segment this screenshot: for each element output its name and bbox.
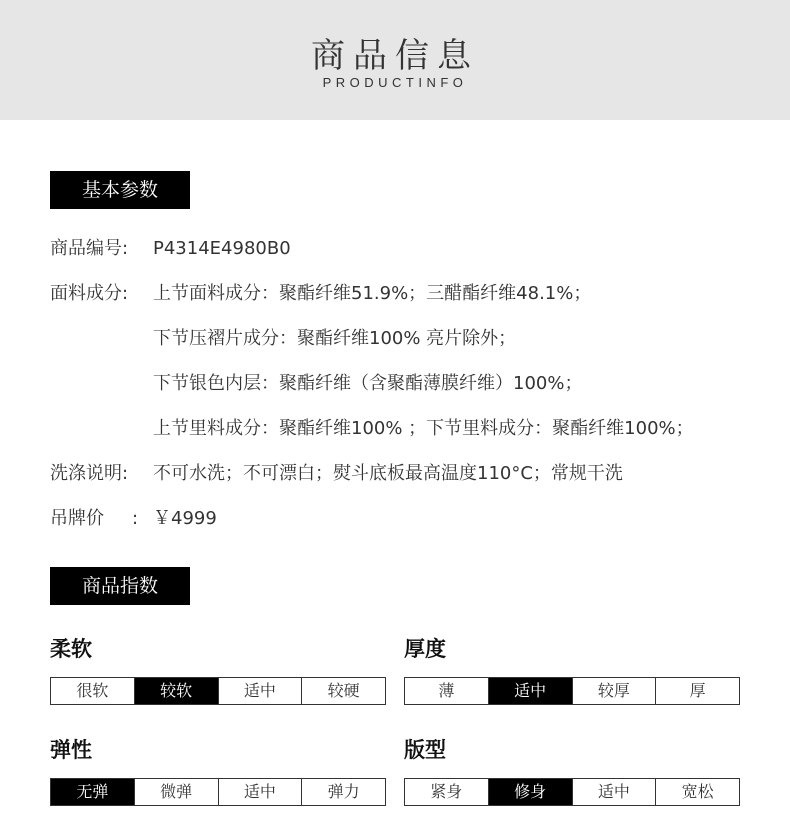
product-index-tag: 商品指数 — [50, 567, 190, 605]
thickness-label: 厚度 — [404, 637, 446, 661]
product-info-header — [0, 0, 790, 120]
softness-option-3: 适中 — [219, 678, 303, 704]
basic-params-tag: 基本参数 — [50, 171, 190, 209]
product-code-label: 商品编号: — [50, 238, 129, 259]
fit-scale — [404, 778, 740, 806]
fabric-line-2: 下节压褶片成分：聚酯纤维100% 亮片除外； — [153, 328, 517, 349]
fabric-row — [50, 282, 591, 306]
elasticity-label: 弹性 — [50, 738, 92, 762]
elasticity-option-1: 无弹 — [51, 779, 135, 805]
price-value: ￥4999 — [153, 508, 217, 529]
fabric-line-1: 上节面料成分：聚酯纤维51.9%；三醋酯纤维48.1%； — [153, 283, 592, 304]
elasticity-option-2: 微弹 — [135, 779, 219, 805]
price-row — [50, 507, 217, 531]
fit-option-4: 宽松 — [681, 782, 714, 801]
page-title: 商品信息 — [311, 36, 479, 76]
fit-option-2: 修身 — [489, 779, 573, 805]
softness-option-1: 很软 — [51, 678, 135, 704]
softness-scale — [50, 677, 386, 705]
softness-option-4: 较硬 — [327, 681, 360, 700]
thickness-option-4: 厚 — [689, 681, 706, 700]
price-label: 吊牌价 — [50, 508, 104, 529]
fit-label: 版型 — [404, 738, 446, 762]
elasticity-option-3: 适中 — [219, 779, 303, 805]
product-code-value: P4314E4980B0 — [153, 238, 291, 259]
price-colon: : — [132, 508, 139, 529]
thickness-option-1: 薄 — [405, 678, 489, 704]
fabric-label: 面料成分: — [50, 283, 129, 304]
wash-row — [50, 462, 623, 486]
wash-label: 洗涤说明: — [50, 463, 129, 484]
elasticity-option-4: 弹力 — [327, 782, 360, 801]
thickness-option-3: 较厚 — [573, 678, 657, 704]
fabric-line-3: 下节银色内层：聚酯纤维（含聚酯薄膜纤维）100%； — [153, 373, 583, 394]
softness-label: 柔软 — [50, 637, 92, 661]
wash-value: 不可水洗；不可漂白；熨斗底板最高温度110°C；常规干洗 — [153, 463, 623, 484]
product-code-row — [50, 237, 291, 261]
fit-option-3: 适中 — [573, 779, 657, 805]
thickness-option-2: 适中 — [489, 678, 573, 704]
fit-option-1: 紧身 — [405, 779, 489, 805]
softness-option-2: 较软 — [135, 678, 219, 704]
elasticity-scale — [50, 778, 386, 806]
page-subtitle: PRODUCTINFO — [322, 75, 468, 90]
thickness-scale — [404, 677, 740, 705]
fabric-line-4: 上节里料成分：聚酯纤维100% ；下节里料成分：聚酯纤维100%； — [153, 418, 694, 439]
